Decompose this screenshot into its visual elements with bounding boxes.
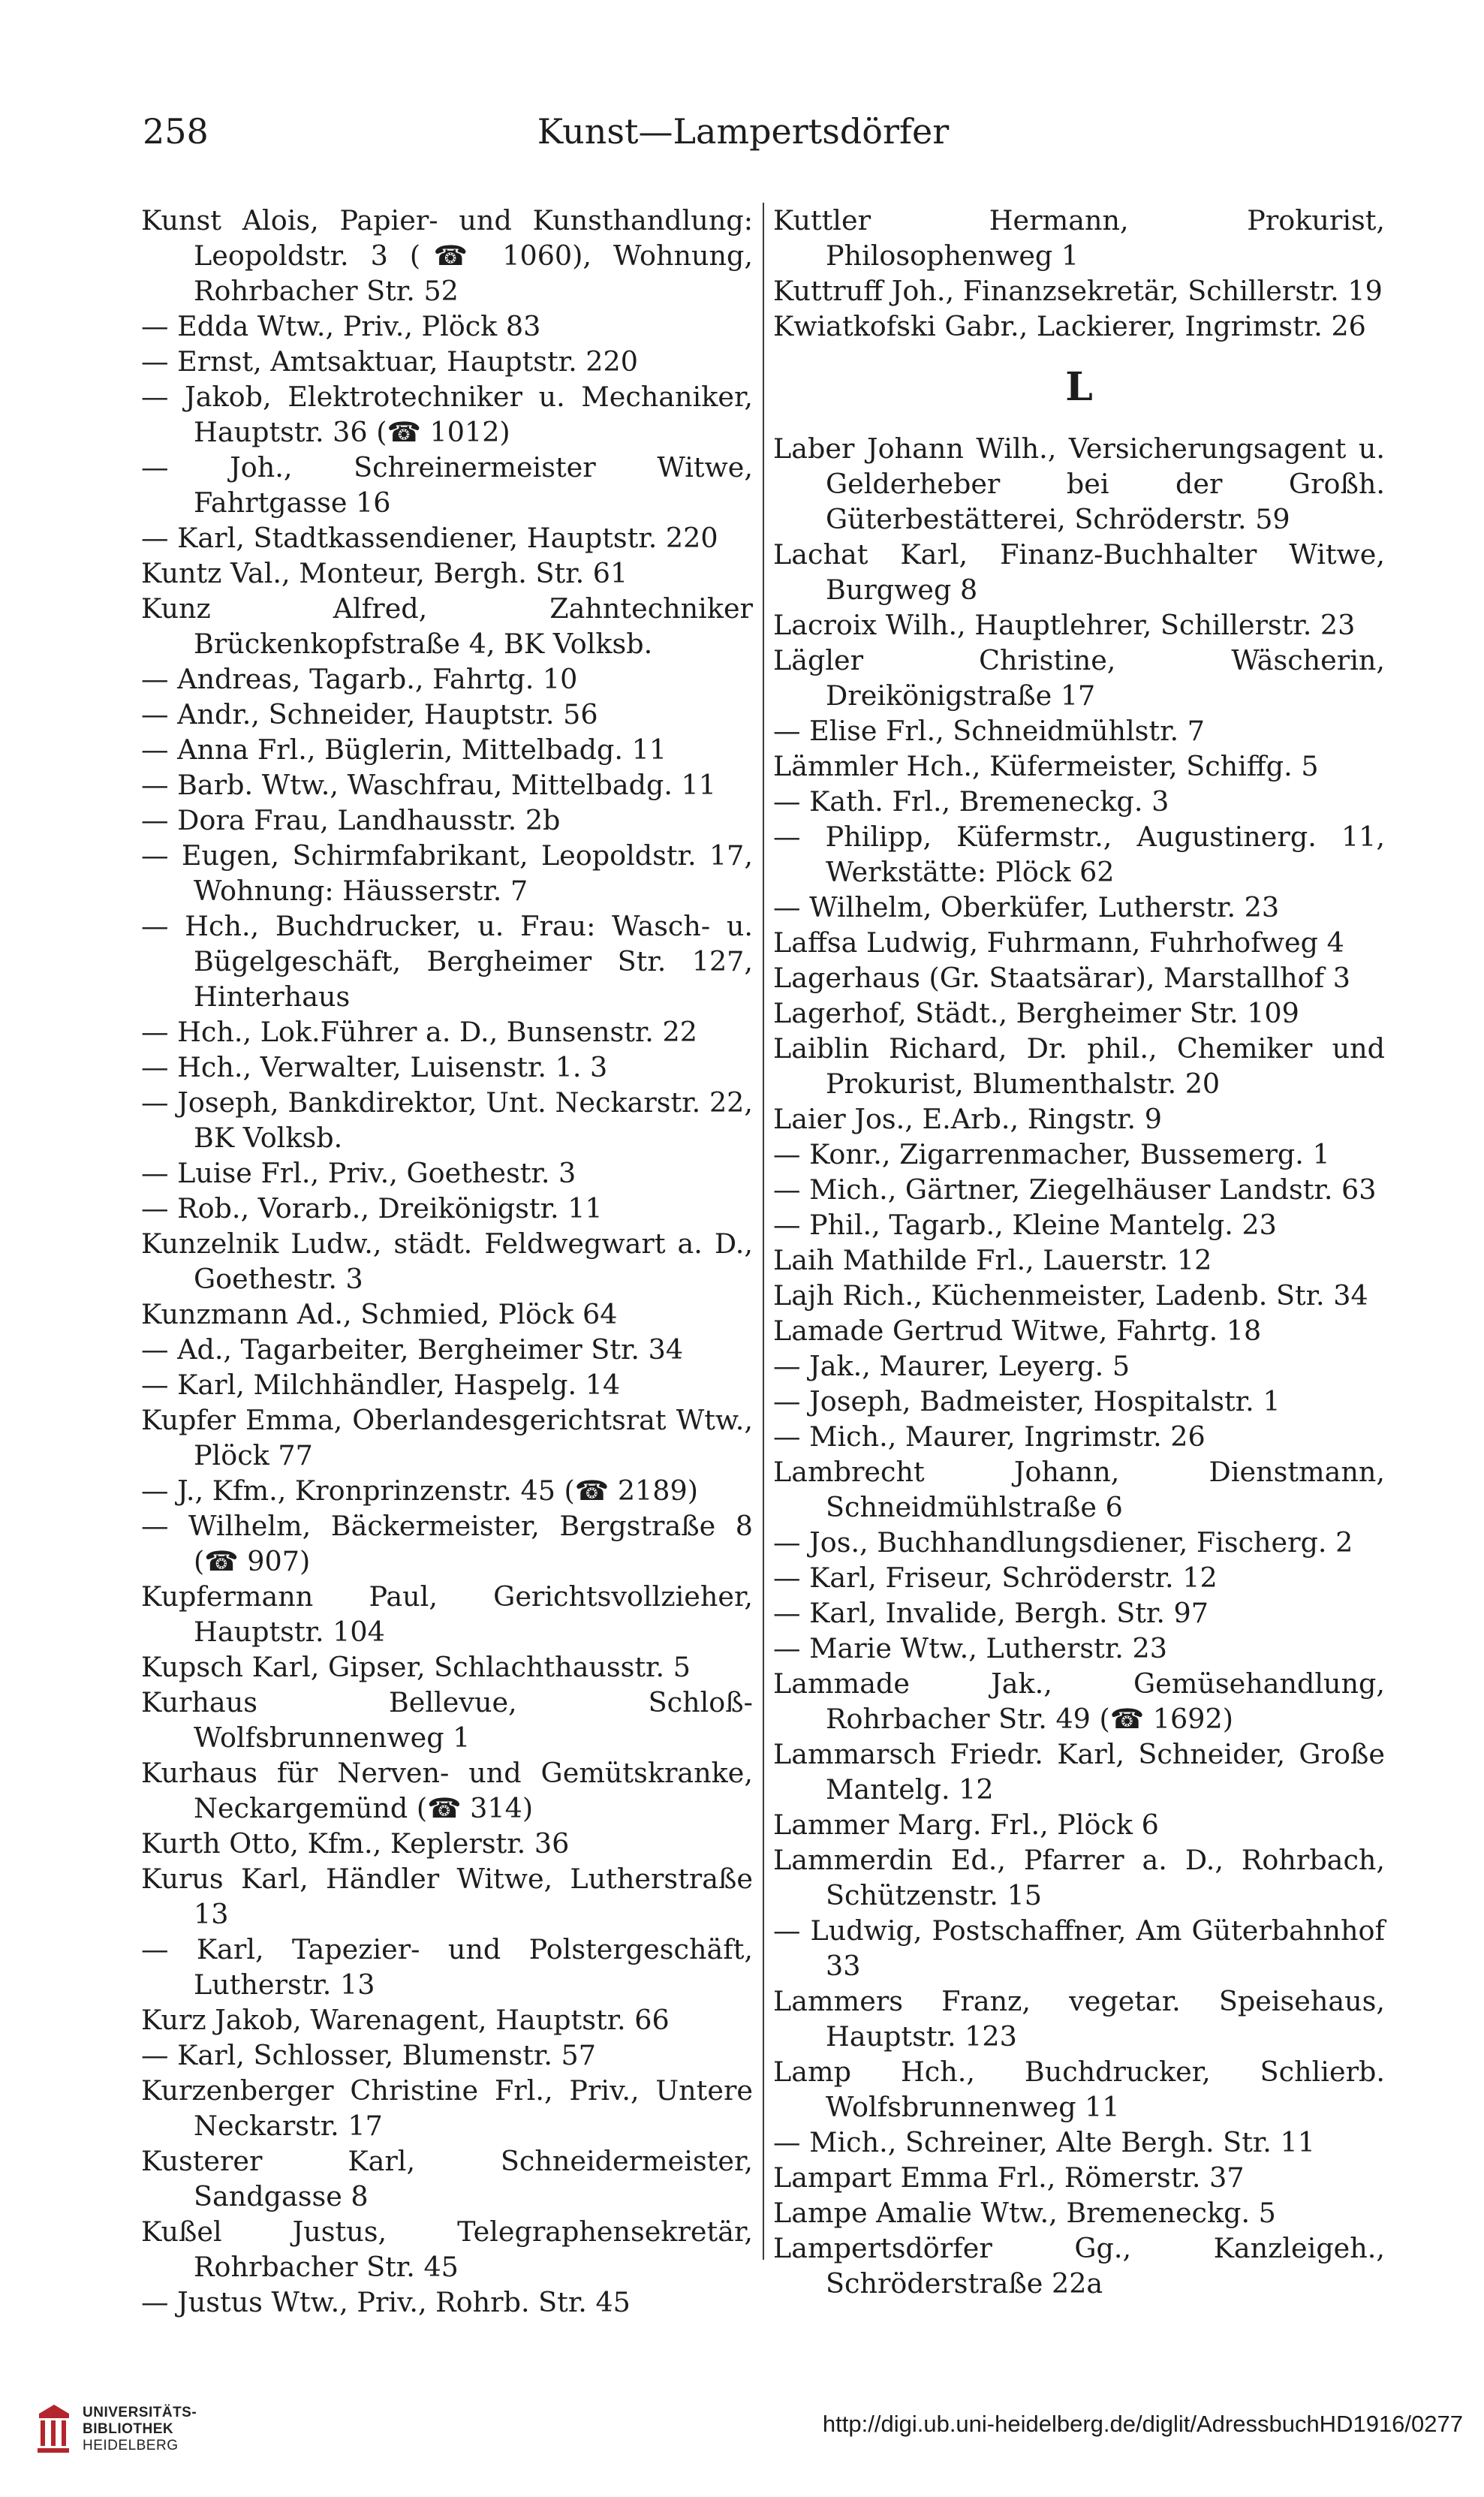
directory-entry: Kurhaus für Nerven- und Gemütskranke, Neckargemünd (☎ 314) (141, 1757, 753, 1824)
directory-entry: — Jakob, Elektrotechniker u. Mechaniker, Hauptstr. 36 (☎ 1012) (141, 381, 753, 448)
page-number: 258 (143, 111, 209, 152)
directory-entry: — Karl, Tapezier- und Polstergeschäft, Lutherstr. 13 (141, 1933, 753, 2001)
directory-entry: — Karl, Stadtkassendiener, Hauptstr. 220 (141, 522, 718, 554)
right-column-before-section (773, 203, 1385, 344)
directory-entry: — Konr., Zigarrenmacher, Bussemerg. 1 (773, 1138, 1330, 1170)
directory-entry: — Wilhelm, Bäckermeister, Bergstraße 8 (☎ 907) (141, 1510, 753, 1577)
directory-entry: — Karl, Friseur, Schröderstr. 12 (773, 1562, 1218, 1594)
directory-entry: Lammerdin Ed., Pfarrer a. D., Rohrbach, Schützenstr. 15 (773, 1844, 1385, 1911)
right-column-after-section (773, 431, 1385, 2301)
directory-entry: Lampe Amalie Wtw., Bremeneckg. 5 (773, 2197, 1276, 2229)
directory-entry: Kurth Otto, Kfm., Keplerstr. 36 (141, 1827, 570, 1860)
directory-entry: — Andreas, Tagarb., Fahrtg. 10 (141, 663, 578, 695)
directory-entry: — Karl, Milchhändler, Haspelg. 14 (141, 1369, 621, 1401)
column-divider (763, 203, 764, 2260)
directory-entry: — Jos., Buchhandlungsdiener, Fischerg. 2 (773, 1526, 1353, 1559)
directory-entry: Lamade Gertrud Witwe, Fahrtg. 18 (773, 1315, 1262, 1347)
directory-entry: Lägler Christine, Wäscherin, Dreikönigstraße 17 (773, 644, 1385, 712)
directory-entry: — Wilhelm, Oberküfer, Lutherstr. 23 (773, 891, 1280, 923)
library-logo-text (83, 2405, 197, 2454)
directory-entry: Kupsch Karl, Gipser, Schlachthausstr. 5 (141, 1651, 691, 1683)
directory-entry: Kurzenberger Christine Frl., Priv., Untere Neckarstr. 17 (141, 2074, 753, 2142)
directory-entry: — Andr., Schneider, Hauptstr. 56 (141, 698, 598, 730)
library-logo-icon (32, 2402, 75, 2460)
directory-entry: Laier Jos., E.Arb., Ringstr. 9 (773, 1103, 1162, 1135)
directory-entry: — Joseph, Badmeister, Hospitalstr. 1 (773, 1385, 1281, 1417)
directory-entry: — Phil., Tagarb., Kleine Mantelg. 23 (773, 1209, 1277, 1241)
directory-entry: Lagerhaus (Gr. Staatsärar), Marstallhof 3 (773, 962, 1350, 994)
logo-line: BIBLIOTHEK (83, 2421, 174, 2437)
directory-entry: Laih Mathilde Frl., Lauerstr. 12 (773, 1244, 1212, 1276)
directory-entry: Lampart Emma Frl., Römerstr. 37 (773, 2161, 1245, 2194)
directory-entry: Lammarsch Friedr. Karl, Schneider, Große Mantelg. 12 (773, 1738, 1385, 1806)
directory-entry: Kurz Jakob, Warenagent, Hauptstr. 66 (141, 2004, 670, 2036)
directory-entry: Kunst Alois, Papier- und Kunsthandlung: Leopoldstr. 3 (☎ 1060), Wohnung, Rohrbacher Str. 52 (141, 204, 753, 307)
running-title: Kunst—Lampertsdörfer (537, 111, 950, 152)
directory-entry: Kupfermann Paul, Gerichtsvollzieher, Hauptstr. 104 (141, 1580, 753, 1648)
directory-entry: Kurhaus Bellevue, Schloß-Wolfsbrunnenweg 1 (141, 1686, 753, 1754)
directory-entry: Lammers Franz, vegetar. Speisehaus, Hauptstr. 123 (773, 1985, 1385, 2053)
directory-entry: Kusterer Karl, Schneidermeister, Sandgasse 8 (141, 2145, 753, 2212)
directory-entry: — Joh., Schreinermeister Witwe, Fahrtgasse 16 (141, 451, 753, 519)
directory-entry: — Edda Wtw., Priv., Plöck 83 (141, 310, 541, 342)
left-column (141, 203, 753, 2320)
directory-entry: Laiblin Richard, Dr. phil., Chemiker und Prokurist, Blumenthalstr. 20 (773, 1032, 1385, 1100)
section-letter: L (1065, 364, 1093, 410)
directory-entry: Kupfer Emma, Oberlandesgerichtsrat Wtw., Plöck 77 (141, 1404, 753, 1471)
directory-entry: Kunz Alfred, Zahntechniker Brückenkopfstraße 4, BK Volksb. (141, 592, 753, 660)
directory-entry: — Hch., Lok.Führer a. D., Bunsenstr. 22 (141, 1016, 697, 1048)
directory-entry: — Ludwig, Postschaffner, Am Güterbahnhof 33 (773, 1914, 1385, 1982)
page-footer (0, 2384, 1484, 2497)
directory-entry: — Joseph, Bankdirektor, Unt. Neckarstr. 22, BK Volksb. (141, 1086, 753, 1154)
directory-entry: — Eugen, Schirmfabrikant, Leopoldstr. 17, Wohnung: Häusserstr. 7 (141, 839, 753, 907)
directory-entry: Laffsa Ludwig, Fuhrmann, Fuhrhofweg 4 (773, 926, 1344, 959)
directory-entry: — Justus Wtw., Priv., Rohrb. Str. 45 (141, 2286, 631, 2318)
directory-entry: — Elise Frl., Schneidmühlstr. 7 (773, 715, 1205, 747)
logo-line: HEIDELBERG (83, 2438, 179, 2453)
directory-entry: — Karl, Schlosser, Blumenstr. 57 (141, 2039, 596, 2071)
directory-entry: — Hch., Buchdrucker, u. Frau: Wasch- u. Bügelgeschäft, Bergheimer Str. 127, Hinterhaus (141, 910, 753, 1013)
logo-line: UNIVERSITÄTS- (83, 2405, 197, 2420)
right-column (773, 203, 1385, 2301)
directory-entry: Kuttruff Joh., Finanzsekretär, Schillerstr. 19 (773, 275, 1383, 307)
directory-entry: — Mich., Gärtner, Ziegelhäuser Landstr. 63 (773, 1173, 1377, 1206)
directory-entry: — Anna Frl., Büglerin, Mittelbadg. 11 (141, 733, 667, 766)
directory-entry: Kuttler Hermann, Prokurist, Philosophenweg 1 (773, 204, 1385, 272)
directory-entry: Lammade Jak., Gemüsehandlung, Rohrbacher Str. 49 (☎ 1692) (773, 1667, 1385, 1735)
directory-entry: — Hch., Verwalter, Luisenstr. 1. 3 (141, 1051, 608, 1083)
directory-entry: Lagerhof, Städt., Bergheimer Str. 109 (773, 997, 1299, 1029)
directory-entry: — Karl, Invalide, Bergh. Str. 97 (773, 1597, 1209, 1629)
directory-entry: Kunzelnik Ludw., städt. Feldwegwart a. D., Goethestr. 3 (141, 1227, 753, 1295)
directory-entry: Lajh Rich., Küchenmeister, Ladenb. Str. 34 (773, 1279, 1368, 1312)
directory-entry: — Mich., Schreiner, Alte Bergh. Str. 11 (773, 2126, 1315, 2158)
directory-entry: Lambrecht Johann, Dienstmann, Schneidmühlstraße 6 (773, 1456, 1385, 1523)
directory-entry: — Rob., Vorarb., Dreikönigstr. 11 (141, 1192, 603, 1224)
directory-entry: Lamp Hch., Buchdrucker, Schlierb. Wolfsbrunnenweg 11 (773, 2056, 1385, 2123)
page-header (143, 111, 1344, 164)
directory-entry: Lammer Marg. Frl., Plöck 6 (773, 1809, 1159, 1841)
directory-entry: — Marie Wtw., Lutherstr. 23 (773, 1632, 1167, 1664)
directory-entry: — Mich., Maurer, Ingrimstr. 26 (773, 1420, 1206, 1453)
directory-entry: — J., Kfm., Kronprinzenstr. 45 (☎ 2189) (141, 1474, 698, 1507)
directory-entry: — Barb. Wtw., Waschfrau, Mittelbadg. 11 (141, 769, 716, 801)
directory-entry: — Jak., Maurer, Leyerg. 5 (773, 1350, 1130, 1382)
directory-entry: — Luise Frl., Priv., Goethestr. 3 (141, 1157, 576, 1189)
directory-entry: Lachat Karl, Finanz-Buchhalter Witwe, Burgweg 8 (773, 538, 1385, 606)
source-url-link[interactable]: http://digi.ub.uni-heidelberg.de/diglit/AdressbuchHD1916/0277 (822, 2411, 1463, 2437)
directory-entry: Laber Johann Wilh., Versicherungsagent u. Gelderheber bei der Großh. Güterbestätterei, Schröderstr. 59 (773, 432, 1385, 535)
directory-entry: Lämmler Hch., Küfermeister, Schiffg. 5 (773, 750, 1319, 782)
directory-entry: — Ernst, Amtsaktuar, Hauptstr. 220 (141, 345, 638, 378)
directory-entry: Kußel Justus, Telegraphensekretär, Rohrbacher Str. 45 (141, 2215, 753, 2283)
directory-entry: Lampertsdörfer Gg., Kanzleigeh., Schröderstraße 22a (773, 2232, 1385, 2300)
directory-entry: Lacroix Wilh., Hauptlehrer, Schillerstr. 23 (773, 609, 1356, 641)
directory-entry: — Kath. Frl., Bremeneckg. 3 (773, 785, 1169, 818)
directory-entry: — Ad., Tagarbeiter, Bergheimer Str. 34 (141, 1333, 684, 1366)
directory-entry: Kurus Karl, Händler Witwe, Lutherstraße 13 (141, 1863, 753, 1930)
directory-entry: Kunzmann Ad., Schmied, Plöck 64 (141, 1298, 618, 1330)
directory-entry: Kwiatkofski Gabr., Lackierer, Ingrimstr. 26 (773, 310, 1366, 342)
directory-entry: Kuntz Val., Monteur, Bergh. Str. 61 (141, 557, 628, 589)
directory-entry: — Philipp, Küfermstr., Augustinerg. 11, Werkstätte: Plöck 62 (773, 821, 1385, 888)
directory-entry: — Dora Frau, Landhausstr. 2b (141, 804, 561, 836)
